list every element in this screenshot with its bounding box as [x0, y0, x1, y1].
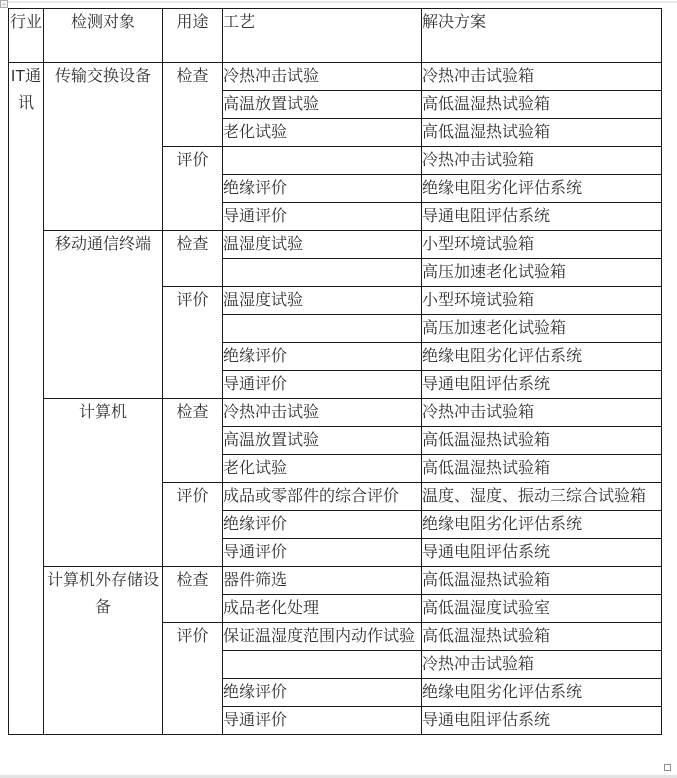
solution-cell[interactable]: 高低温湿度试验室: [422, 595, 662, 623]
solution-cell[interactable]: 小型环境试验箱: [422, 231, 662, 259]
process-cell[interactable]: 老化试验: [223, 119, 422, 147]
process-cell[interactable]: 绝缘评价: [223, 679, 422, 707]
process-cell[interactable]: 温湿度试验: [223, 287, 422, 315]
solution-cell[interactable]: 导通电阻评估系统: [422, 203, 662, 231]
process-cell[interactable]: 冷热冲击试验: [223, 63, 422, 91]
process-cell[interactable]: 导通评价: [223, 707, 422, 735]
process-cell[interactable]: [223, 147, 422, 175]
solution-cell[interactable]: 冷热冲击试验箱: [422, 147, 662, 175]
solution-cell[interactable]: 绝缘电阻劣化评估系统: [422, 175, 662, 203]
object-cell[interactable]: 计算机: [44, 399, 163, 567]
process-cell[interactable]: 温湿度试验: [223, 231, 422, 259]
usage-cell[interactable]: 检查: [163, 567, 223, 623]
table-move-handle-icon[interactable]: +: [1, 0, 7, 9]
solution-cell[interactable]: 高低温湿热试验箱: [422, 567, 662, 595]
usage-cell[interactable]: 检查: [163, 231, 223, 287]
header-industry[interactable]: 行业: [9, 9, 44, 63]
process-cell[interactable]: [223, 315, 422, 343]
table-row: [9, 399, 662, 427]
process-cell[interactable]: 成品老化处理: [223, 595, 422, 623]
process-cell[interactable]: 绝缘评价: [223, 511, 422, 539]
header-solution[interactable]: 解决方案: [422, 9, 662, 63]
process-cell[interactable]: 高温放置试验: [223, 91, 422, 119]
object-cell[interactable]: 传输交换设备: [44, 63, 163, 231]
solution-cell[interactable]: 导通电阻评估系统: [422, 539, 662, 567]
usage-cell[interactable]: 评价: [163, 483, 223, 567]
table-row: [9, 63, 662, 91]
solution-cell[interactable]: 冷热冲击试验箱: [422, 399, 662, 427]
process-cell[interactable]: 高温放置试验: [223, 427, 422, 455]
table-row: [9, 231, 662, 259]
header-usage[interactable]: 用途: [163, 9, 223, 63]
page-top-edge: [0, 1, 677, 3]
process-cell[interactable]: 绝缘评价: [223, 343, 422, 371]
process-cell[interactable]: [223, 259, 422, 287]
header-object[interactable]: 检测对象: [44, 9, 163, 63]
solution-cell[interactable]: 冷热冲击试验箱: [422, 651, 662, 679]
solution-cell[interactable]: 高低温湿热试验箱: [422, 119, 662, 147]
usage-cell[interactable]: 检查: [163, 399, 223, 483]
usage-cell[interactable]: 评价: [163, 287, 223, 399]
solution-cell[interactable]: 高低温湿热试验箱: [422, 91, 662, 119]
solution-cell[interactable]: 高压加速老化试验箱: [422, 259, 662, 287]
header-row: [9, 9, 662, 63]
usage-cell[interactable]: 评价: [163, 623, 223, 735]
solution-cell[interactable]: 高低温湿热试验箱: [422, 427, 662, 455]
table-resize-handle-icon[interactable]: [664, 764, 671, 771]
object-cell[interactable]: 移动通信终端: [44, 231, 163, 399]
process-cell[interactable]: 成品或零部件的综合评价: [223, 483, 422, 511]
process-cell[interactable]: 保证温湿度范围内动作试验: [223, 623, 422, 651]
solution-cell[interactable]: 小型环境试验箱: [422, 287, 662, 315]
process-solution-table: [8, 8, 662, 735]
solution-cell[interactable]: 绝缘电阻劣化评估系统: [422, 511, 662, 539]
solution-cell[interactable]: 高低温湿热试验箱: [422, 623, 662, 651]
process-cell[interactable]: 冷热冲击试验: [223, 399, 422, 427]
solution-cell[interactable]: 绝缘电阻劣化评估系统: [422, 679, 662, 707]
solution-cell[interactable]: 绝缘电阻劣化评估系统: [422, 343, 662, 371]
process-cell[interactable]: 导通评价: [223, 371, 422, 399]
process-cell[interactable]: 导通评价: [223, 539, 422, 567]
solution-cell[interactable]: 高低温湿热试验箱: [422, 455, 662, 483]
process-cell[interactable]: 绝缘评价: [223, 175, 422, 203]
solution-cell[interactable]: 导通电阻评估系统: [422, 371, 662, 399]
process-cell[interactable]: 器件筛选: [223, 567, 422, 595]
object-cell[interactable]: 计算机外存储设备: [44, 567, 163, 735]
industry-cell[interactable]: IT通讯: [9, 63, 44, 735]
usage-cell[interactable]: 检查: [163, 63, 223, 147]
header-process[interactable]: 工艺: [223, 9, 422, 63]
table-body: [9, 63, 662, 735]
table-row: [9, 567, 662, 595]
solution-cell[interactable]: 导通电阻评估系统: [422, 707, 662, 735]
solution-cell[interactable]: 温度、湿度、振动三综合试验箱: [422, 483, 662, 511]
solution-cell[interactable]: 高压加速老化试验箱: [422, 315, 662, 343]
process-cell[interactable]: 导通评价: [223, 203, 422, 231]
usage-cell[interactable]: 评价: [163, 147, 223, 231]
process-cell[interactable]: [223, 651, 422, 679]
solution-cell[interactable]: 冷热冲击试验箱: [422, 63, 662, 91]
process-cell[interactable]: 老化试验: [223, 455, 422, 483]
